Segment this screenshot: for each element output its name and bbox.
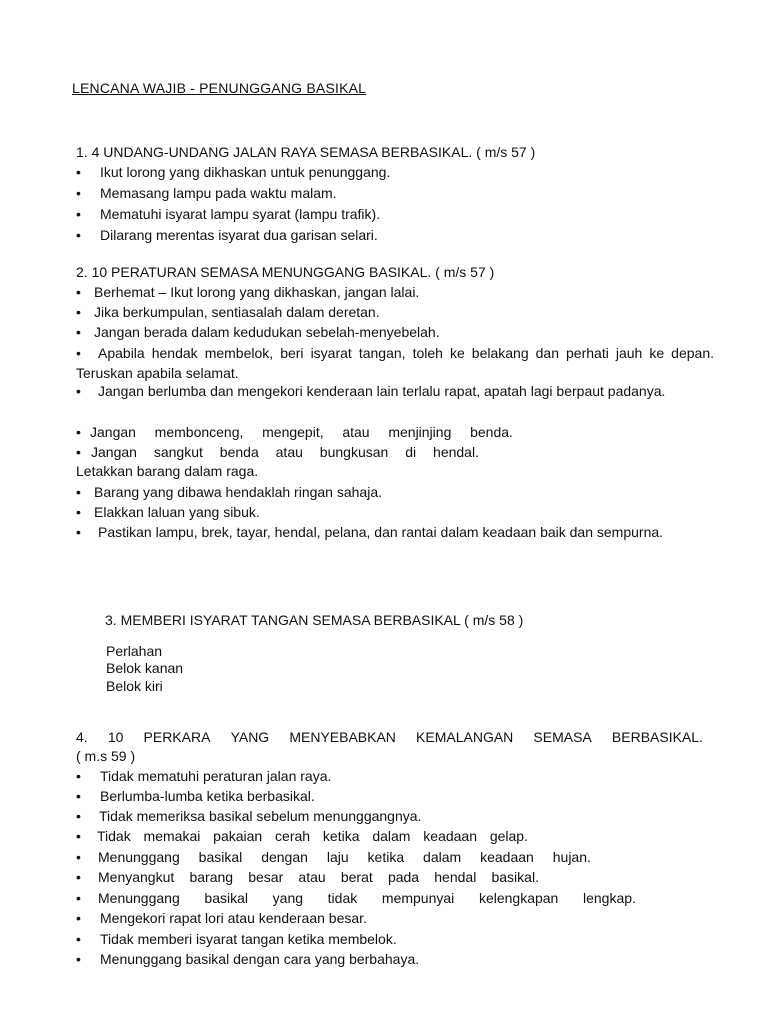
note-text: Letakkan barang dalam raga. [76,463,259,479]
word: MENYEBABKAN [289,729,396,745]
word: yang [272,890,304,906]
word: atau [342,424,370,440]
list-item-text: Jangan berlumba dan mengekori kenderaan lain terlalu rapat, apatah lagi berpaut padanya. [98,383,666,399]
signal-item: Belok kanan [106,660,184,676]
bullet-icon: • [76,828,81,844]
bullet-icon: • [76,424,81,440]
word: keadaan [423,828,477,844]
word: kelengkapan [478,890,559,906]
word: sangkut [153,444,203,460]
bullet-icon: • [76,444,81,460]
list-item [76,381,714,401]
word: Jangan [91,444,137,460]
list-item: Barang yang dibawa hendaklah ringan sahaja. [94,484,382,500]
list-item [76,522,714,542]
word: YANG [230,729,270,745]
word: gelap. [489,828,528,844]
word: Menunggang [98,849,180,865]
list-item: Tidak memberi isyarat tangan ketika membelok. [100,931,397,947]
bullet-icon: • [76,931,81,947]
word: basikal [198,849,243,865]
bullet-icon: • [76,768,81,784]
word: Menyangkut [98,869,175,885]
word: laju [326,849,349,865]
word: Jangan [90,424,136,440]
word: hendal. [433,444,479,460]
word: besar [248,869,284,885]
word: dalam [372,828,411,844]
word: dengan [261,849,308,865]
bullet-icon: • [76,383,81,399]
list-item [98,867,539,887]
bullet-icon: • [76,227,81,243]
word: ketika [367,849,405,865]
section-1-heading: 1. 4 UNDANG-UNDANG JALAN RAYA SEMASA BERBASIKAL. ( m/s 57 ) [76,144,536,160]
section-3-heading: 3. MEMBERI ISYARAT TANGAN SEMASA BERBASIKAL ( m/s 58 ) [105,612,524,628]
bullet-icon: • [76,951,81,967]
bullet-icon: • [76,910,81,926]
word: basikal [204,890,248,906]
word: pada [387,869,420,885]
word: mempunyai [381,890,455,906]
word: SEMASA [533,729,592,745]
list-item [98,847,591,867]
word: 4. [76,729,88,745]
word: atau [298,869,326,885]
bullet-icon: • [76,808,81,824]
list-item: Menunggang basikal dengan cara yang berbahaya. [100,951,420,967]
list-item: Mematuhi isyarat lampu syarat (lampu trafik). [100,206,381,222]
list-item: Ikut lorong yang dikhaskan untuk penunggang. [100,164,391,180]
word: menjinjing [388,424,452,440]
list-item: Berhemat – Ikut lorong yang dikhaskan, jangan lalai. [94,284,420,300]
list-item: Dilarang merentas isyarat dua garisan selari. [100,227,378,243]
word: Tidak [97,828,131,844]
word: lengkap. [583,890,636,906]
signal-item: Perlahan [106,643,163,659]
bullet-icon: • [76,849,81,865]
word: dalam [423,849,462,865]
bullet-icon: • [76,164,81,180]
word: hujan. [552,849,591,865]
word: mengepit, [262,424,324,440]
word: 10 [107,729,124,745]
bullet-icon: • [76,284,81,300]
section-4-heading-page: ( m.s 59 ) [76,748,136,764]
word: di [405,444,417,460]
list-item: Berlumba-lumba ketika berbasikal. [100,788,315,804]
section-4-heading [76,727,703,747]
list-item: Mengekori rapat lori atau kenderaan besar. [100,910,367,926]
word: berat [340,869,373,885]
list-item: Jangan berada dalam kedudukan sebelah-menyebelah. [94,324,440,340]
word: atau [275,444,303,460]
word: benda [219,444,259,460]
word: PERKARA [143,729,211,745]
list-item-text: Apabila hendak membelok, beri isyarat tangan, toleh ke belakang dan perhati jauh ke depan. Teruskan apabila selamat. [76,345,714,381]
word: membonceng, [154,424,244,440]
bullet-icon: • [76,484,81,500]
word: Menunggang [98,890,180,906]
list-item [97,826,528,846]
bullet-icon: • [76,345,81,361]
list-item: Memasang lampu pada waktu malam. [100,185,337,201]
bullet-icon: • [76,788,81,804]
list-item: Tidak memeriksa basikal sebelum menunggangnya. [99,808,422,824]
word: basikal. [491,869,539,885]
word: bungkusan [319,444,389,460]
signal-item: Belok kiri [106,678,163,694]
bullet-icon: • [76,869,81,885]
word: cerah [275,828,311,844]
list-item-text: Pastikan lampu, brek, tayar, hendal, pelana, dan rantai dalam keadaan baik dan sempurna. [98,524,664,540]
word: memakai [143,828,201,844]
word: hendal [434,869,477,885]
list-item [91,442,479,462]
bullet-icon: • [76,504,81,520]
bullet-icon: • [76,185,81,201]
word: BERBASIKAL. [611,729,703,745]
list-item: Tidak mematuhi peraturan jalan raya. [100,768,332,784]
list-item [76,343,714,383]
bullet-icon: • [76,206,81,222]
word: keadaan [480,849,534,865]
word: ketika [322,828,360,844]
list-item [98,888,636,908]
section-2-heading: 2. 10 PERATURAN SEMASA MENUNGGANG BASIKAL. ( m/s 57 ) [76,264,495,280]
word: barang [189,869,234,885]
list-item [90,422,513,442]
list-item: Elakkan laluan yang sibuk. [94,504,260,520]
word: pakaian [213,828,263,844]
list-item: Jika berkumpulan, sentiasalah dalam deretan. [94,304,380,320]
bullet-icon: • [76,304,81,320]
bullet-icon: • [76,324,81,340]
bullet-icon: • [76,890,81,906]
word: KEMALANGAN [416,729,514,745]
word: benda. [470,424,513,440]
document-title: LENCANA WAJIB - PENUNGGANG BASIKAL [72,80,367,96]
bullet-icon: • [76,524,81,540]
word: tidak [327,890,358,906]
